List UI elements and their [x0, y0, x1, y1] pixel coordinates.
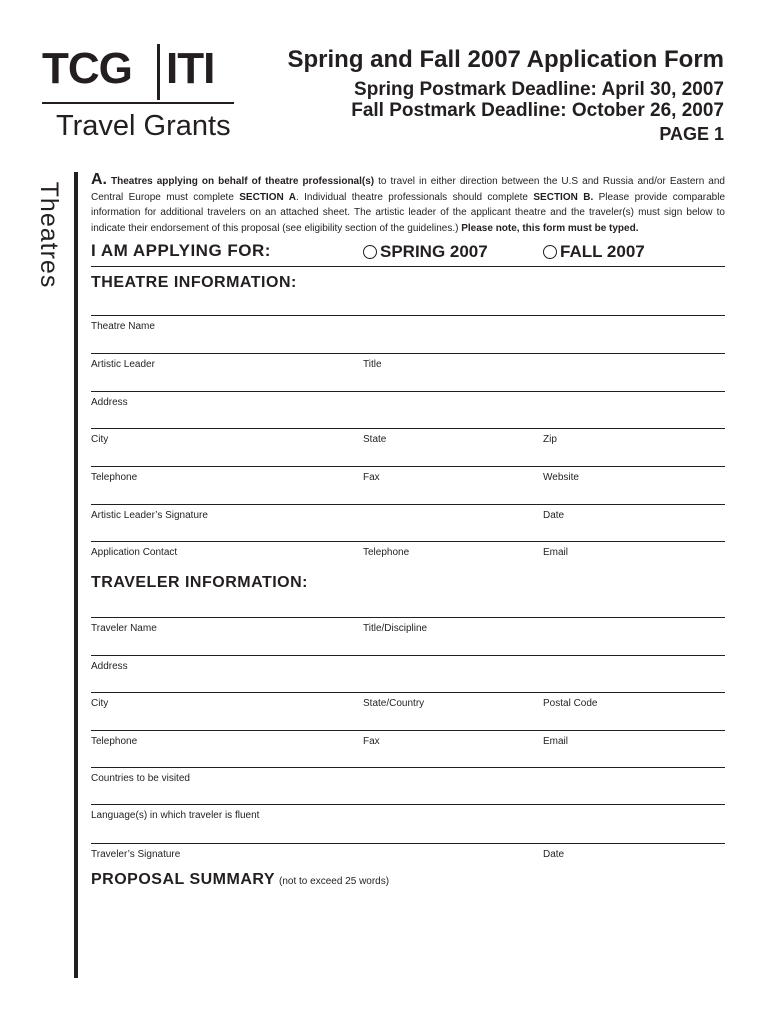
fall-deadline	[351, 100, 724, 122]
fall-deadline-label: Fall Postmark Deadline:	[351, 100, 567, 121]
traveler-email-input[interactable]	[543, 712, 719, 730]
theatre-theatre-name-input[interactable]	[91, 297, 719, 315]
side-bar	[74, 172, 78, 978]
field-line	[91, 541, 725, 542]
intro-section-b: SECTION B.	[533, 191, 594, 203]
theatre-application-contact-input[interactable]	[91, 523, 357, 541]
logo-divider	[157, 44, 160, 100]
theatre-city-input[interactable]	[91, 410, 357, 428]
theatre-telephone-input[interactable]	[91, 448, 357, 466]
applying-label: I AM APPLYING FOR:	[91, 241, 271, 260]
traveler-state-country-label: State/Country	[363, 698, 425, 709]
spring-radio[interactable]	[363, 242, 488, 262]
theatre-city-label: City	[91, 434, 109, 445]
theatre-title-label: Title	[363, 359, 382, 370]
theatre-website-label: Website	[543, 472, 579, 483]
spring-radio-label: SPRING 2007	[380, 242, 488, 261]
traveler-countries-to-be-visited-label: Countries to be visited	[91, 773, 190, 784]
theatre-address-label: Address	[91, 397, 128, 408]
field-line	[91, 730, 725, 731]
proposal-summary	[91, 871, 389, 889]
field-line	[91, 428, 725, 429]
intro-section-a: SECTION A	[239, 191, 296, 203]
theatre-zip-label: Zip	[543, 434, 557, 445]
side-tab	[32, 172, 72, 302]
intro-text-1: to travel in either direction between the U.S and Russia and/or Eastern and Central Europe must complete	[91, 176, 725, 203]
intro-text-2: . Individual theatre professionals should complete	[295, 191, 534, 203]
fall-radio[interactable]	[543, 242, 645, 262]
intro-note: Please note, this form must be typed.	[461, 222, 639, 234]
spring-deadline-label: Spring Postmark Deadline:	[354, 79, 597, 100]
traveler-city-input[interactable]	[91, 674, 357, 692]
theatre-website-input[interactable]	[543, 448, 719, 466]
traveler-countries-to-be-visited-input[interactable]	[91, 749, 719, 767]
spring-deadline-date: April 30, 2007	[601, 79, 724, 100]
traveler-language-s-in-which-traveler-is-fluent-label: Language(s) in which traveler is fluent	[91, 810, 260, 821]
traveler-address-input[interactable]	[91, 637, 719, 655]
theatre-row	[91, 541, 725, 571]
traveler-postal-code-input[interactable]	[543, 674, 719, 692]
fall-radio-circle[interactable]	[543, 245, 557, 259]
applying-rule	[91, 266, 725, 267]
logo-subtitle: Travel Grants	[56, 110, 231, 142]
theatre-artistic-leader-s-signature-label: Artistic Leader’s Signature	[91, 510, 208, 521]
theatre-email-input[interactable]	[543, 523, 719, 541]
field-line	[91, 466, 725, 467]
traveler-fax-label: Fax	[363, 736, 380, 747]
theatre-state-label: State	[363, 434, 387, 445]
theatre-zip-input[interactable]	[543, 410, 719, 428]
theatre-artistic-leader-label: Artistic Leader	[91, 359, 155, 370]
traveler-section-title: TRAVELER INFORMATION:	[91, 574, 308, 591]
theatre-telephone-label: Telephone	[91, 472, 138, 483]
field-line	[91, 692, 725, 693]
traveler-email-label: Email	[543, 736, 569, 747]
logo-tcg: TCG	[42, 44, 132, 93]
traveler-state-country-input[interactable]	[363, 674, 537, 692]
theatre-fax-input[interactable]	[363, 448, 537, 466]
theatre-date-input[interactable]	[543, 486, 719, 504]
logo-iti: ITI	[166, 44, 215, 93]
traveler-traveler-s-signature-input[interactable]	[91, 825, 537, 843]
theatre-date-label: Date	[543, 510, 565, 521]
traveler-fax-input[interactable]	[363, 712, 537, 730]
field-line	[91, 353, 725, 354]
theatre-address-input[interactable]	[91, 373, 719, 391]
traveler-title-discipline-input[interactable]	[363, 599, 719, 617]
field-line	[91, 315, 725, 316]
field-line	[91, 767, 725, 768]
traveler-city-label: City	[91, 698, 109, 709]
field-line	[91, 843, 725, 844]
traveler-telephone-input[interactable]	[91, 712, 357, 730]
field-line	[91, 804, 725, 805]
theatre-fax-label: Fax	[363, 472, 380, 483]
applying-row	[91, 241, 725, 263]
field-line	[91, 617, 725, 618]
traveler-title-discipline-label: Title/Discipline	[363, 623, 428, 634]
traveler-traveler-s-signature-label: Traveler’s Signature	[91, 849, 181, 860]
theatre-theatre-name-label: Theatre Name	[91, 321, 155, 332]
intro-bold: Theatres applying on behalf of theatre professional(s)	[111, 176, 375, 187]
section-marker: A.	[91, 171, 107, 188]
traveler-traveler-name-label: Traveler Name	[91, 623, 157, 634]
spring-deadline	[354, 79, 724, 101]
traveler-traveler-name-input[interactable]	[91, 599, 357, 617]
side-tab-label: Theatres	[35, 181, 63, 289]
proposal-title: PROPOSAL SUMMARY	[91, 871, 276, 888]
theatre-telephone-label: Telephone	[363, 547, 410, 558]
theatre-artistic-leader-s-signature-input[interactable]	[91, 486, 537, 504]
traveler-telephone-label: Telephone	[91, 736, 138, 747]
theatre-telephone-input[interactable]	[363, 523, 537, 541]
traveler-row	[91, 843, 725, 873]
form-title: Spring and Fall 2007 Application Form	[287, 46, 724, 73]
traveler-postal-code-label: Postal Code	[543, 698, 598, 709]
theatre-state-input[interactable]	[363, 410, 537, 428]
traveler-address-label: Address	[91, 661, 128, 672]
page-number: PAGE 1	[659, 124, 724, 144]
theatre-application-contact-label: Application Contact	[91, 547, 178, 558]
theatre-artistic-leader-input[interactable]	[91, 335, 357, 353]
theatre-email-label: Email	[543, 547, 569, 558]
traveler-date-label: Date	[543, 849, 565, 860]
field-line	[91, 391, 725, 392]
spring-radio-circle[interactable]	[363, 245, 377, 259]
theatre-title-input[interactable]	[363, 335, 719, 353]
intro-paragraph	[91, 172, 725, 236]
field-line	[91, 504, 725, 505]
logo-underline	[42, 102, 234, 104]
traveler-language-s-in-which-traveler-is-fluent-input[interactable]	[91, 786, 719, 804]
intro-text-3: Please provide comparable information for additional travelers on an attached sheet. The artistic leader of the applicant theatre and the traveler(s) must sign below to indicate their endorsement of this proposal (see eligibility section of the guidelines.)	[91, 191, 726, 234]
theatre-section-title: THEATRE INFORMATION:	[91, 274, 297, 291]
fall-deadline-date: October 26, 2007	[571, 100, 724, 121]
field-line	[91, 655, 725, 656]
fall-radio-label: FALL 2007	[560, 242, 645, 261]
traveler-date-input[interactable]	[543, 825, 719, 843]
proposal-subtitle: (not to exceed 25 words)	[279, 876, 390, 887]
